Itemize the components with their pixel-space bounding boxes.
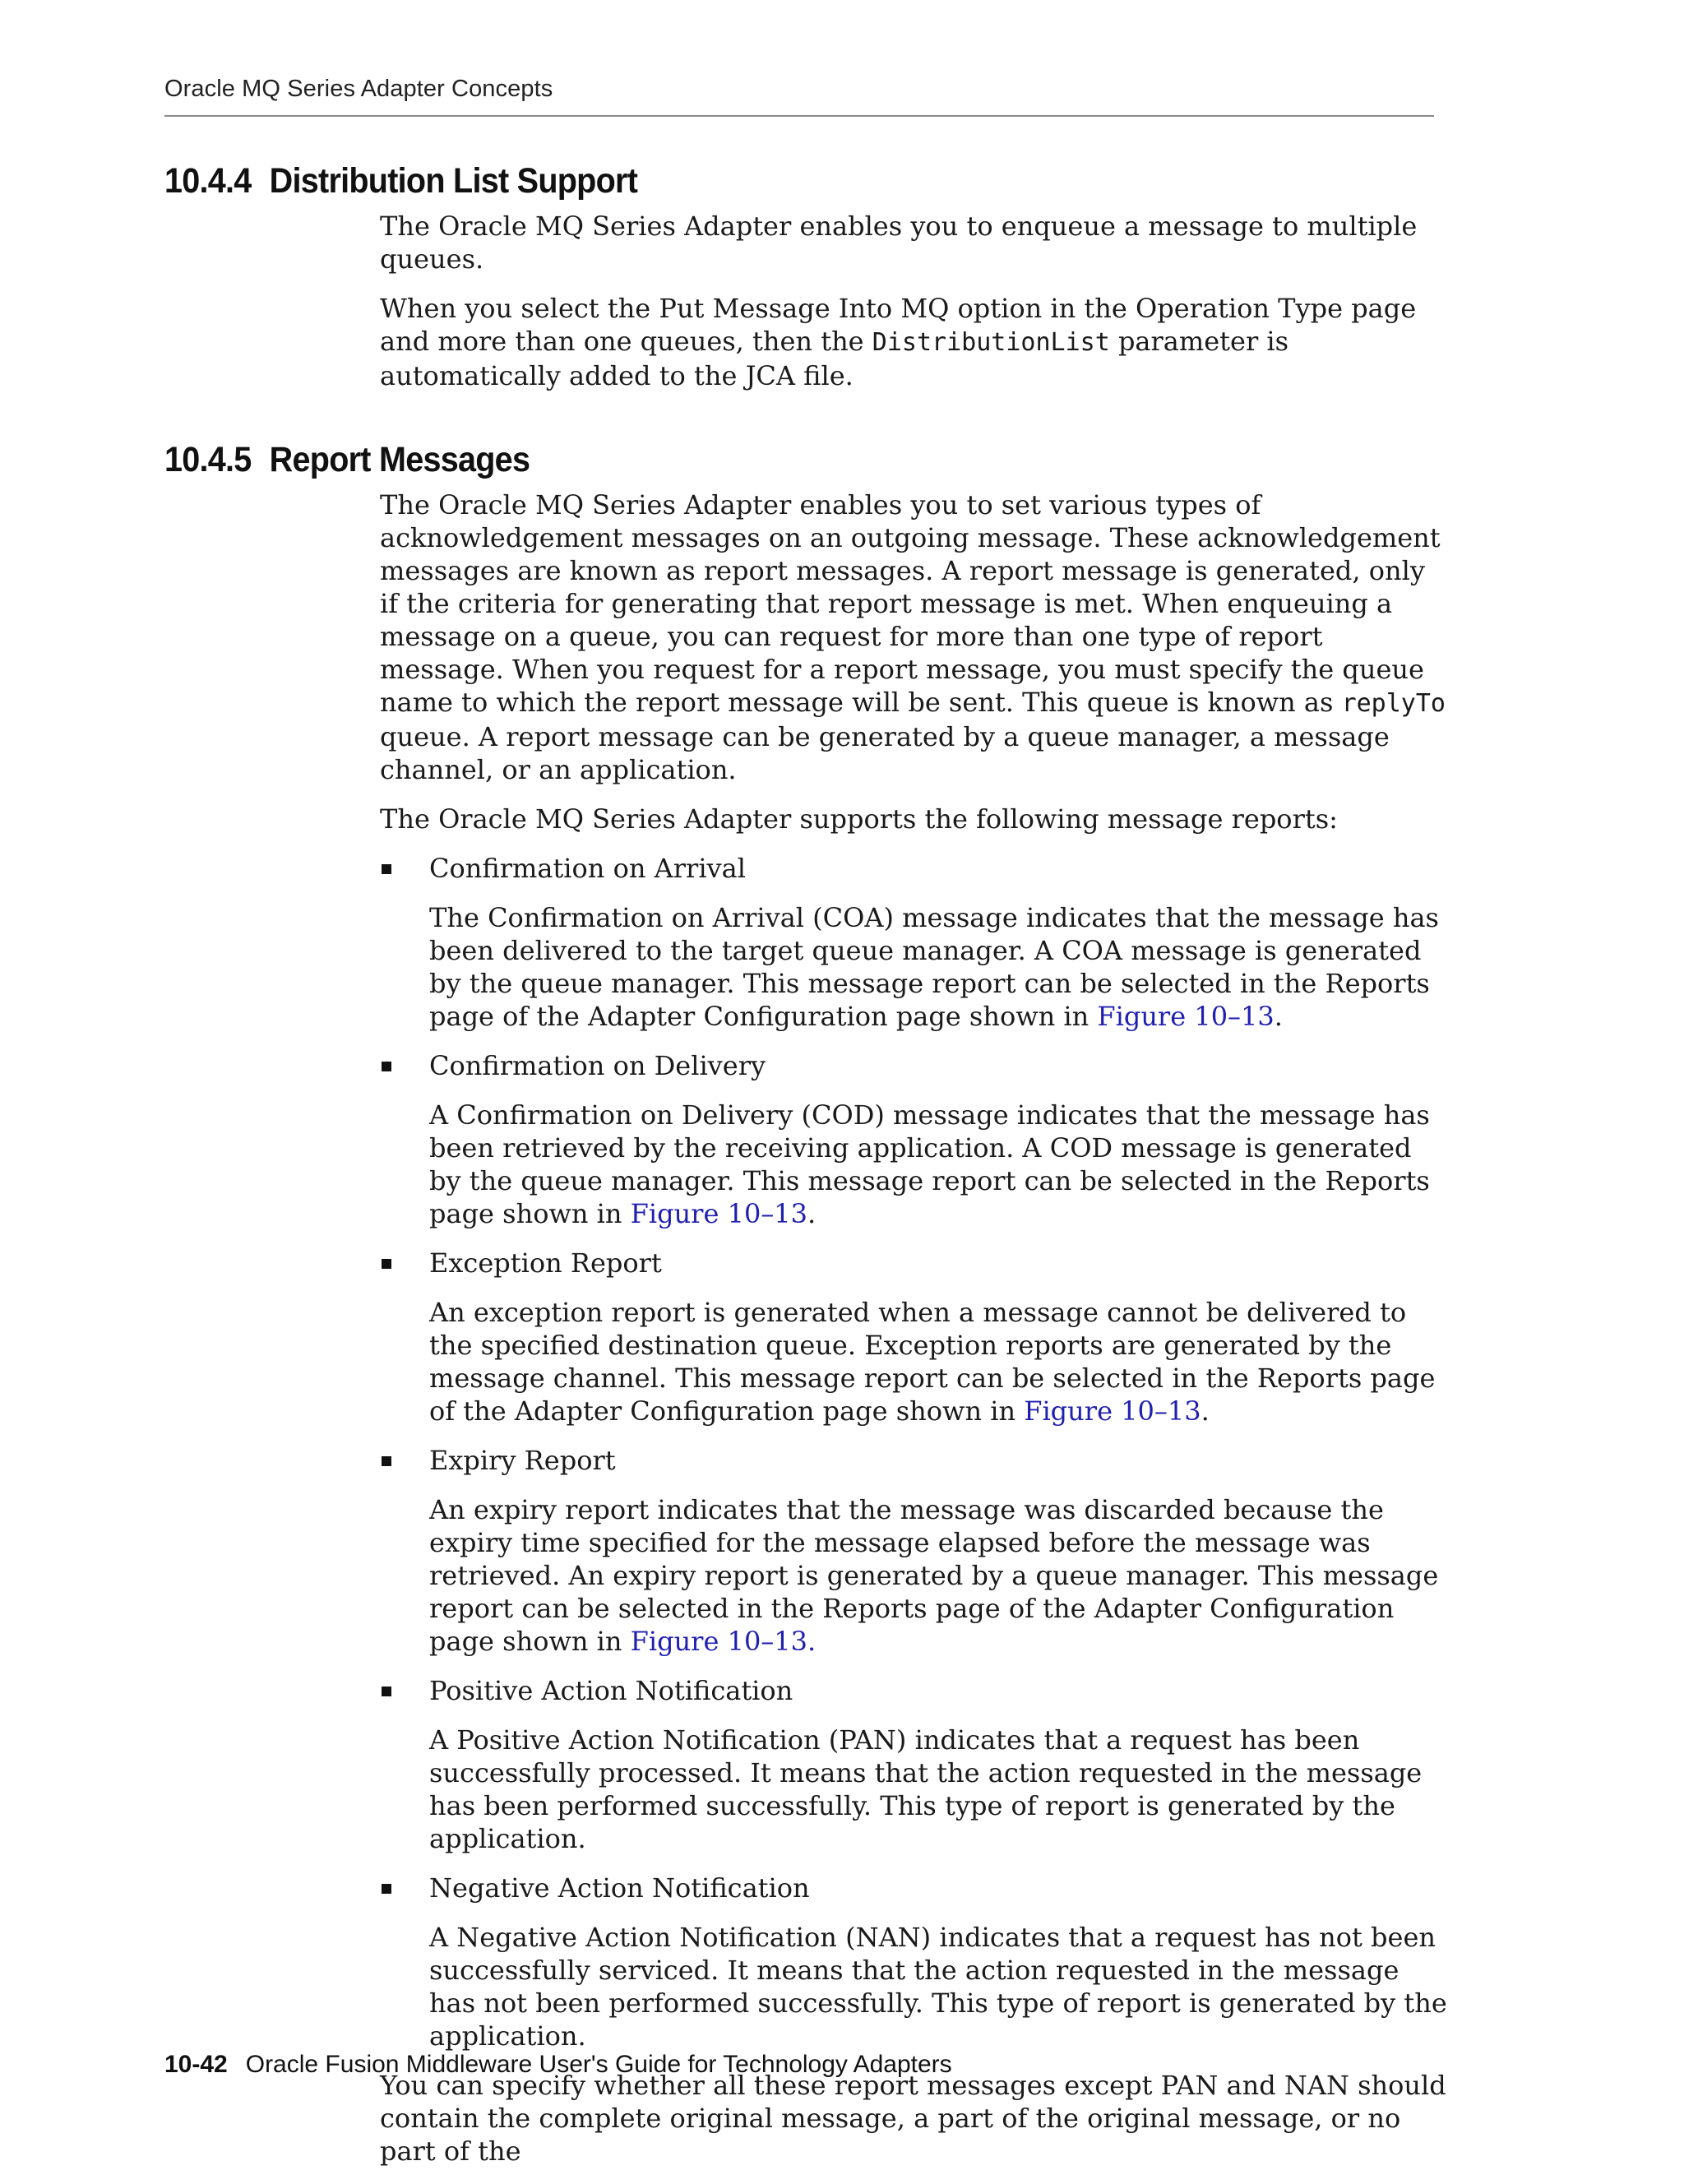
paragraph: You can specify whether all these report messages except PAN and NAN should contain the complete original message, a part of the original message, or no part of the — [380, 2070, 1446, 2167]
text-run: An expiry report indicates that the message was discarded because the expiry time specified for the message elapsed before the message was retrieved. An expiry report is generated by a queue manager. This message report can be selected in the Reports page of the Adapter Configuration page shown in — [429, 1494, 1439, 1657]
square-bullet-icon — [382, 864, 391, 874]
list-item-title: Positive Action Notification — [429, 1675, 793, 1706]
list-item-title: Exception Report — [429, 1247, 662, 1279]
text-run: The Oracle MQ Series Adapter enables you to set various types of acknowledgement messages on an outgoing message. These acknowledgement messages are known as report messages. A report message is generated, only if the criteria for generating that report message is met. When enqueuing a message on a queue, you can request for more than one type of report message. When you request for a report message, you must specify the queue name to which the report message will be sent. This queue is known as — [380, 489, 1441, 718]
list-item — [380, 1444, 1449, 1658]
text-run: . — [1274, 1001, 1283, 1032]
book-title: Oracle Fusion Middleware User's Guide for Technology Adapters — [245, 2051, 952, 2078]
square-bullet-icon — [382, 1259, 391, 1269]
square-bullet-icon — [382, 1456, 391, 1466]
section-heading-report-messages — [164, 440, 1337, 480]
paragraph — [380, 488, 1449, 786]
paragraph: The Oracle MQ Series Adapter supports the following message reports: — [380, 803, 1338, 835]
page-content — [164, 161, 1447, 2184]
section-number: 10.4.4 — [164, 161, 252, 201]
section-body-distribution-list — [380, 210, 1449, 392]
paragraph — [380, 292, 1449, 392]
figure-link[interactable]: Figure 10–13. — [630, 1626, 817, 1657]
code-distribution-list: DistributionList — [872, 328, 1110, 357]
text-run: . — [807, 1198, 817, 1229]
list-item — [380, 1872, 1449, 2052]
list-item-title: Negative Action Notification — [429, 1872, 810, 1904]
text-run: parameter is automatically added to the JCA file. — [380, 326, 1289, 391]
text-run: queue. A report message can be generated by a queue manager, a message channel, or an application. — [380, 721, 1390, 785]
text-run: A Confirmation on Delivery (COD) message indicates that the message has been retrieved by the receiving application. A COD message is generated by the queue manager. This message report can be selected in the Reports page shown in — [429, 1099, 1430, 1229]
figure-link[interactable]: Figure 10–13 — [1097, 1001, 1275, 1032]
paragraph: The Oracle MQ Series Adapter enables you to enqueue a message to multiple queues. — [380, 211, 1418, 275]
square-bullet-icon — [382, 1884, 391, 1894]
list-item — [380, 852, 1449, 1033]
list-item-description: A Negative Action Notification (NAN) indicates that a request has not been successfully serviced. It means that the action requested in the message has not been performed successfully. This type of report is generated by the application. — [429, 1922, 1447, 2052]
page-number: 10-42 — [164, 2051, 228, 2078]
list-item-description — [429, 901, 1449, 1033]
section-body-report-messages — [380, 488, 1449, 2168]
text-run: The Confirmation on Arrival (COA) message indicates that the message has been delivered to the target queue manager. A COA message is generated by the queue manager. This message report can be selected in the Reports page of the Adapter Configuration page shown in — [429, 902, 1439, 1032]
section-title: Distribution List Support — [269, 161, 638, 201]
list-item-title: Expiry Report — [429, 1445, 616, 1476]
section-heading-distribution-list — [164, 161, 1337, 201]
header-rule — [164, 115, 1434, 117]
text-run: . — [1201, 1395, 1210, 1427]
section-number: 10.4.5 — [164, 440, 252, 479]
list-item — [380, 1674, 1449, 1855]
square-bullet-icon — [382, 1687, 391, 1696]
figure-link[interactable]: Figure 10–13 — [1024, 1395, 1201, 1427]
code-replyto: replyTo — [1341, 689, 1446, 718]
list-item — [380, 1247, 1449, 1427]
list-item-description — [429, 1099, 1449, 1230]
text-run: An exception report is generated when a message cannot be delivered to the specified destination queue. Exception reports are generated by the message channel. This message report can be selected in the Reports page of the Adapter Configuration page shown in — [429, 1297, 1436, 1427]
page-footer — [164, 2051, 952, 2079]
list-item-description: A Positive Action Notification (PAN) indicates that a request has been successfully processed. It means that the action requested in the message has been performed successfully. This type of report is generated by the application. — [429, 1724, 1423, 1854]
running-header: Oracle MQ Series Adapter Concepts — [164, 76, 553, 102]
list-item-description — [429, 1493, 1449, 1658]
list-item-title: Confirmation on Delivery — [429, 1050, 766, 1081]
square-bullet-icon — [382, 1062, 391, 1071]
report-types-list — [380, 852, 1449, 2052]
figure-link[interactable]: Figure 10–13 — [630, 1198, 808, 1229]
list-item-description — [429, 1296, 1449, 1427]
list-item — [380, 1049, 1449, 1230]
text-run: When you select the Put Message Into MQ option in the Operation Type page and more than one queues, then the — [380, 293, 1417, 357]
list-item-title: Confirmation on Arrival — [429, 853, 746, 884]
section-title: Report Messages — [269, 440, 530, 479]
